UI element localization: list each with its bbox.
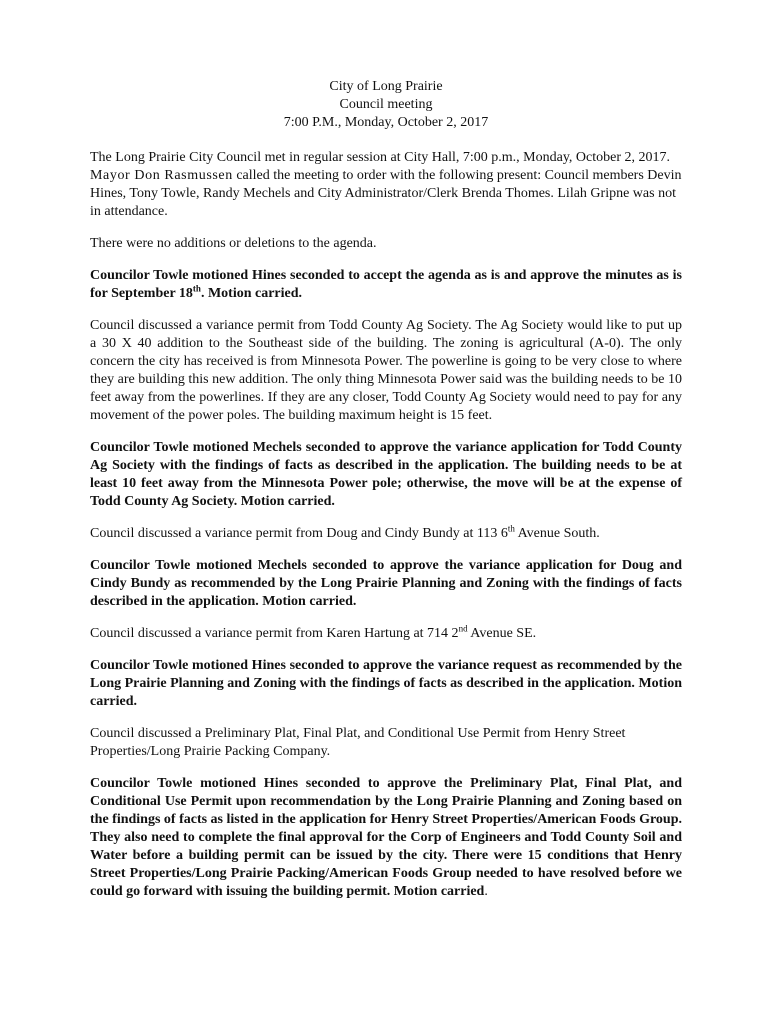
agenda-motion-end: . Motion carried.: [200, 286, 303, 301]
attendance-text-start: The Long Prairie City Council met in regular session at City Hall, 7:00 p.m., Monday, October 2, 2017.: [90, 150, 671, 165]
hartung-discussion: [90, 625, 682, 643]
agenda-motion: [90, 267, 682, 303]
city-name: City of Long Prairie: [329, 79, 443, 94]
ag-society-motion: Councilor Towle motioned Mechels seconded to approve the variance application for Todd County Ag Society with the findings of facts as described in the application. The building needs to be at least 10 feet away from the Minnesota Power pole; otherwise, the move will be at the expense of Todd County Ag Society. Motion carried.: [90, 440, 682, 509]
plat-discussion: Council discussed a Preliminary Plat, Final Plat, and Conditional Use Permit from Henry Street Properties/Long Prairie Packing Company.: [90, 726, 626, 759]
agenda-paragraph: There were no additions or deletions to the agenda.: [90, 236, 377, 251]
plat-motion-period: .: [484, 884, 488, 899]
hartung-motion: Councilor Towle motioned Hines seconded to approve the variance request as recommended by the Long Prairie Planning and Zoning with the findings of facts as described in the application. Motion carried.: [90, 658, 682, 709]
hartung-discussion-text: Council discussed a variance permit from Karen Hartung at 714 2: [90, 626, 459, 641]
meeting-datetime: 7:00 P.M., Monday, October 2, 2017: [283, 115, 489, 130]
bundy-discussion-text: Council discussed a variance permit from Doug and Cindy Bundy at 113 6: [90, 526, 508, 541]
plat-motion: [90, 775, 682, 901]
meeting-header: [90, 78, 682, 132]
meeting-type: Council meeting: [339, 97, 433, 112]
document-page: [90, 78, 682, 901]
hartung-discussion-superscript: nd: [458, 623, 468, 634]
attendance-text-end: called the meeting to order with the following present: Council members Devin Hines, Tony Towle, Randy Mechels and City Administrator/Clerk Brenda Thomes. Lilah Gripne was not in attendance.: [90, 168, 682, 219]
agenda-motion-superscript: th: [192, 283, 201, 294]
bundy-discussion: [90, 525, 682, 543]
ag-society-discussion: Council discussed a variance permit from Todd County Ag Society. The Ag Society would like to put up a 30 X 40 addition to the Southeast side of the building. The zoning is agricultural (A-0). The only concern the city has received is from Minnesota Power. The powerline is going to be very close to where they are building this new addition. The only thing Minnesota Power said was the building needs to be 10 feet away from the powerlines. If they are any closer, Todd County Ag Society would need to pay for any movement of the power poles. The building maximum height is 15 feet.: [90, 318, 682, 423]
plat-motion-text: Councilor Towle motioned Hines seconded to approve the Preliminary Plat, Final Plat, and Conditional Use Permit upon recommendation by the Long Prairie Planning and Zoning based on the findings of facts as listed in the application for Henry Street Properties/American Foods Group. They also need to complete the final approval for the Corp of Engineers and Todd County Soil and Water before a building permit can be issued by the city. There were 15 conditions that Henry Street Properties/Long Prairie Packing/American Foods Group needed to have resolved before we could go forward with issuing the building permit. Motion carried: [90, 776, 682, 899]
bundy-motion: Councilor Towle motioned Mechels seconded to approve the variance application for Doug and Cindy Bundy as recommended by the Long Prairie Planning and Zoning with the findings of facts described in the application. Motion carried.: [90, 558, 682, 609]
bundy-discussion-superscript: th: [507, 523, 515, 534]
attendance-paragraph: [90, 149, 682, 221]
hartung-discussion-end: Avenue SE.: [467, 626, 537, 641]
bundy-discussion-end: Avenue South.: [514, 526, 600, 541]
mayor-name: Mayor Don Rasmussen: [90, 168, 233, 183]
agenda-motion-text: Councilor Towle motioned Hines seconded to accept the agenda as is and approve the minutes as is for September 18: [90, 268, 682, 301]
